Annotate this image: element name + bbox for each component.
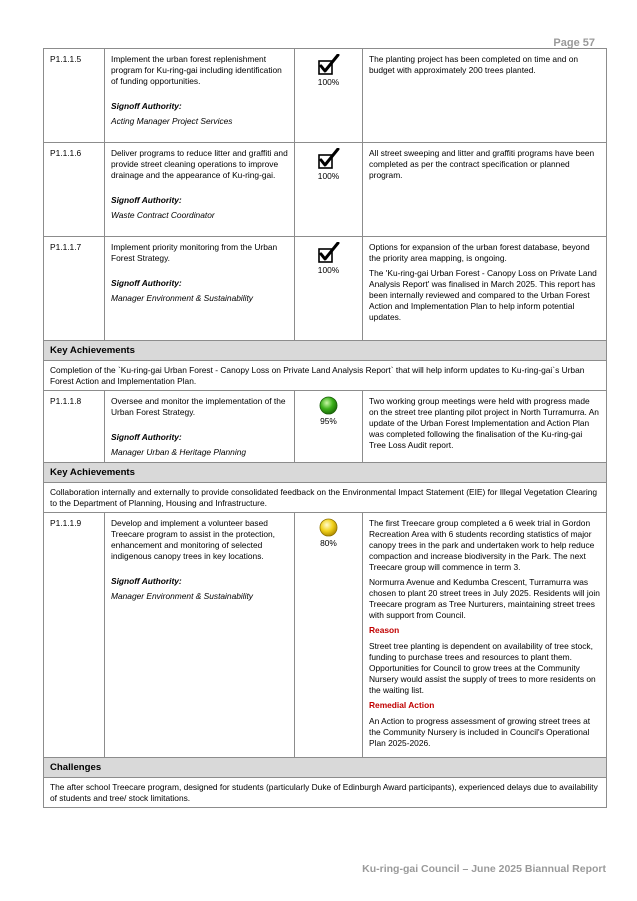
completion-percent: 95% xyxy=(320,416,337,426)
signoff-label: Signoff Authority: xyxy=(111,278,182,288)
reason-label: Reason xyxy=(369,625,400,635)
comments-cell xyxy=(363,237,607,341)
signoff-label: Signoff Authority: xyxy=(111,195,182,205)
comments-cell xyxy=(363,143,607,237)
reason-text: Street tree planting is dependent on availability of tree stock, funding to purchase trees and resources to plant them. Opportunities for Council to grow trees at the Community Nursery would assist the supply of trees to more residents on the waiting list. xyxy=(369,641,596,695)
action-code: P1.1.1.5 xyxy=(44,49,105,143)
section-title: Key Achievements xyxy=(44,341,607,361)
table-row xyxy=(44,237,607,341)
section-header-challenges xyxy=(44,758,607,778)
action-description-cell xyxy=(105,237,295,341)
comments-cell xyxy=(363,49,607,143)
signoff-label: Signoff Authority: xyxy=(111,101,182,111)
action-description: Implement priority monitoring from the Urban Forest Strategy. xyxy=(111,242,278,263)
key-achievements-text: Completion of the `Ku-ring-gai Urban Forest - Canopy Loss on Private Land Analysis Report` that will help inform updates to Ku-ring-gai`s Urban Forest Action and Implementation Plan. xyxy=(44,361,607,391)
status-cell xyxy=(295,513,363,758)
comment-text: The planting project has been completed on time and on budget with approximately 200 trees planted. xyxy=(369,54,579,75)
signoff-label: Signoff Authority: xyxy=(111,432,182,442)
checkmark-icon xyxy=(317,148,341,170)
report-footer: Ku-ring-gai Council – June 2025 Biannual Report xyxy=(362,863,606,875)
status-cell xyxy=(295,143,363,237)
remedial-action-text: An Action to progress assessment of growing street trees at the Community Nursery is included in Council's Operational Plan 2025-2026. xyxy=(369,716,591,748)
comment-text: Options for expansion of the urban forest database, beyond the priority area mapping, is ongoing. xyxy=(369,242,590,263)
section-header-key-achievements xyxy=(44,341,607,361)
comment-text: Normurra Avenue and Kedumba Crescent, Turramurra was chosen to plant 20 street trees in July 2025. Residents will join Treecare program as Tree Nurturers, maintaining street trees with support from Council. xyxy=(369,577,600,620)
signoff-label: Signoff Authority: xyxy=(111,576,182,586)
action-description: Develop and implement a volunteer based Treecare program to assist in the protection, enhancement and monitoring of selected indigenous canopy trees in key locations. xyxy=(111,518,276,561)
section-note xyxy=(44,361,607,391)
signoff-authority: Manager Environment & Sustainability xyxy=(111,293,253,303)
action-description: Deliver programs to reduce litter and graffiti and provide street cleaning operations to improve drainage and the appearance of Ku-ring-gai. xyxy=(111,148,288,180)
comment-text: The 'Ku-ring-gai Urban Forest - Canopy Loss on Private Land Analysis Report' was finalised in March 2025. This report has been internally reviewed and compared to the Urban Forest Action and Implementation Plan to help inform potential updates. xyxy=(369,268,597,322)
table-row xyxy=(44,49,607,143)
key-achievements-text: Collaboration internally and externally to provide consolidated feedback on the Environmental Impact Statement (EIE) for Illegal Vegetation Clearing to the Department of Planning, Housing and Infrastructure. xyxy=(44,483,607,513)
checkmark-icon xyxy=(317,54,341,76)
section-header-key-achievements xyxy=(44,463,607,483)
completion-percent: 80% xyxy=(320,538,337,548)
action-description-cell xyxy=(105,143,295,237)
action-description: Implement the urban forest replenishment program for Ku-ring-gai including identification of funding opportunities. xyxy=(111,54,282,86)
action-code: P1.1.1.9 xyxy=(44,513,105,758)
action-code: P1.1.1.8 xyxy=(44,391,105,463)
challenges-text: The after school Treecare program, designed for students (particularly Duke of Edinburgh Award participants), experienced delays due to availability of students and tree/ stock limitations. xyxy=(44,778,607,808)
comment-text: All street sweeping and litter and graffiti programs have been completed as per the contract specification or planned program. xyxy=(369,148,595,180)
action-code: P1.1.1.7 xyxy=(44,237,105,341)
action-description-cell xyxy=(105,391,295,463)
comments-cell xyxy=(363,513,607,758)
progress-report-table xyxy=(43,48,607,808)
yellow-status-icon xyxy=(319,518,338,537)
status-cell xyxy=(295,391,363,463)
status-cell xyxy=(295,49,363,143)
green-status-icon xyxy=(319,396,338,415)
table-row xyxy=(44,391,607,463)
section-note xyxy=(44,483,607,513)
action-description: Oversee and monitor the implementation of the Urban Forest Strategy. xyxy=(111,396,286,417)
comments-cell xyxy=(363,391,607,463)
action-description-cell xyxy=(105,49,295,143)
comment-text: Two working group meetings were held with progress made on the street tree planting pilot project in North Turramurra. An update of the Urban Forest Implementation and Action Plan was completed following the finalisation of the Ku-ring-gai Tree Loss Audit report. xyxy=(369,396,599,450)
signoff-authority: Manager Environment & Sustainability xyxy=(111,591,253,601)
signoff-authority: Acting Manager Project Services xyxy=(111,116,233,126)
table-row xyxy=(44,513,607,758)
signoff-authority: Manager Urban & Heritage Planning xyxy=(111,447,247,457)
status-cell xyxy=(295,237,363,341)
completion-percent: 100% xyxy=(317,171,340,181)
section-title: Key Achievements xyxy=(44,463,607,483)
remedial-action-label: Remedial Action xyxy=(369,700,435,710)
section-title: Challenges xyxy=(44,758,607,778)
completion-percent: 100% xyxy=(317,77,340,87)
page-number: Page 57 xyxy=(553,37,595,49)
completion-percent: 100% xyxy=(317,265,340,275)
comment-text: The first Treecare group completed a 6 week trial in Gordon Recreation Area with 6 students recording statistics of major canopy trees in the park and undertaken work to help reduce compaction and increase biodiversity in the Park. The next Treecare group will commence in term 3. xyxy=(369,518,595,572)
signoff-authority: Waste Contract Coordinator xyxy=(111,210,215,220)
action-description-cell xyxy=(105,513,295,758)
section-note xyxy=(44,778,607,808)
action-code: P1.1.1.6 xyxy=(44,143,105,237)
checkmark-icon xyxy=(317,242,341,264)
table-row xyxy=(44,143,607,237)
